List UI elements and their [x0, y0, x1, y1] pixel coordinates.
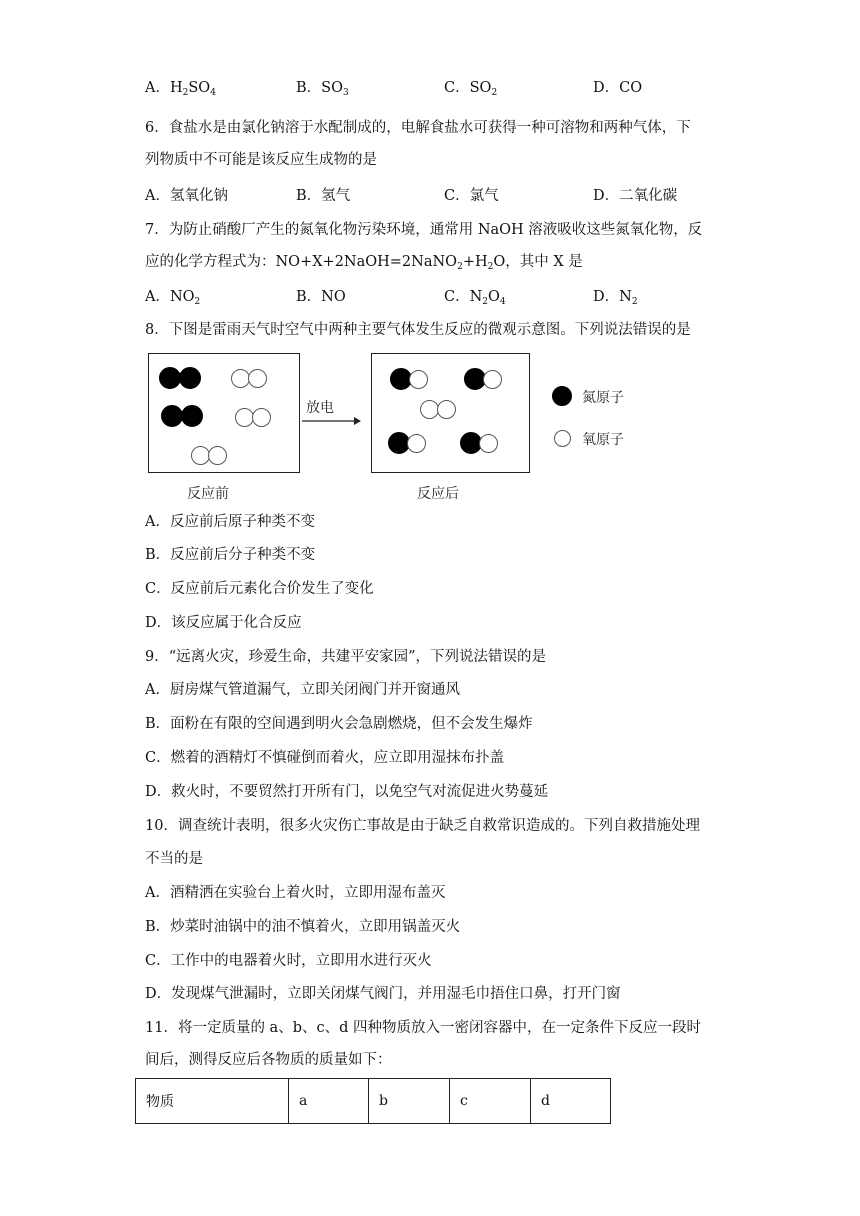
- q5-option-a: A．$H_2SO_4$: [145, 80, 216, 98]
- nitrogen-atom: [181, 405, 203, 427]
- q6-option-d: D．二氧化碳: [593, 188, 678, 204]
- q10-stem-line1: 10．调查统计表明，很多火灾伤亡事故是由于缺乏自救常识造成的。下列自救措施处理: [145, 818, 700, 834]
- q9-option-d: D．救火时，不要贸然打开所有门，以免空气对流促进火势蔓延: [145, 784, 549, 800]
- q8-option-d: D．该反应属于化合反应: [145, 615, 302, 631]
- q7-option-a: A．$NO_2$: [145, 289, 201, 307]
- q6-option-c: C．氯气: [444, 188, 499, 204]
- q9-stem: 9．“远离火灾，珍爱生命，共建平安家园”，下列说法错误的是: [145, 649, 547, 665]
- oxygen-atom: [437, 400, 456, 419]
- table-cell: c: [450, 1079, 531, 1124]
- table-cell: d: [531, 1079, 611, 1124]
- oxygen-atom: [407, 434, 426, 453]
- q7-option-c: C．$N_2O_4$: [444, 289, 506, 307]
- q7-option-d: D．$N_2$: [593, 289, 638, 307]
- q7-option-b: B．NO: [296, 289, 346, 305]
- q10-stem-line2: 不当的是: [145, 851, 203, 867]
- q8-option-c: C．反应前后元素化合价发生了变化: [145, 581, 374, 597]
- after-caption: 反应后: [417, 486, 459, 502]
- oxygen-atom: [409, 370, 428, 389]
- oxygen-legend-icon: [554, 430, 571, 447]
- oxygen-atom: [483, 370, 502, 389]
- q8-stem: 8．下图是雷雨天气时空气中两种主要气体发生反应的微观示意图。下列说法错误的是: [145, 322, 691, 338]
- q11-stem-line1: 11．将一定质量的 a、b、c、d 四种物质放入一密闭容器中，在一定条件下反应一段时: [145, 1020, 701, 1036]
- oxygen-atom: [252, 408, 271, 427]
- q9-option-a: A．厨房煤气管道漏气，立即关闭阀门并开窗通风: [145, 682, 460, 698]
- q6-stem-line1: 6．食盐水是由氯化钠溶于水配制成的，电解食盐水可获得一种可溶物和两种气体，下: [145, 120, 691, 136]
- q10-option-d: D．发现煤气泄漏时，立即关闭煤气阀门，并用湿毛巾捂住口鼻，打开门窗: [145, 986, 621, 1002]
- oxygen-atom: [479, 434, 498, 453]
- q5-option-c: C．$SO_2$: [444, 80, 498, 98]
- table-cell: 物质: [136, 1079, 289, 1124]
- nitrogen-atom: [179, 367, 201, 389]
- q9-option-b: B．面粉在有限的空间遇到明火会急剧燃烧，但不会发生爆炸: [145, 716, 533, 732]
- q6-option-b: B．氢气: [296, 188, 351, 204]
- q7-stem-line2: 应的化学方程式为：$NO+X+2NaOH=2NaNO_2+H_2O$，其中 X 是: [145, 254, 583, 272]
- q10-option-c: C．工作中的电器着火时，立即用水进行灭火: [145, 953, 432, 969]
- oxygen-atom: [248, 369, 267, 388]
- mass-table: [135, 1078, 611, 1124]
- q8-option-b: B．反应前后分子种类不变: [145, 547, 316, 563]
- legend-nitrogen-label: 氮原子: [582, 390, 624, 406]
- reaction-arrow-icon: [300, 414, 362, 428]
- q7-stem-line1: 7．为防止硝酸厂产生的氮氧化物污染环境，通常用 NaOH 溶液吸收这些氮氧化物，反: [145, 222, 703, 238]
- table-cell: a: [289, 1079, 369, 1124]
- q5-option-b: B．$SO_3$: [296, 80, 349, 98]
- legend-oxygen-label: 氧原子: [582, 432, 624, 448]
- arrow-label: 放电: [306, 400, 334, 416]
- q6-stem-line2: 列物质中不可能是该反应生成物的是: [145, 152, 377, 168]
- q9-option-c: C．燃着的酒精灯不慎碰倒而着火，应立即用湿抹布扑盖: [145, 750, 505, 766]
- nitrogen-legend-icon: [552, 386, 572, 406]
- before-box: [148, 353, 300, 473]
- table-cell: b: [369, 1079, 450, 1124]
- q5-option-d: D．CO: [593, 80, 643, 96]
- table-row: [136, 1079, 611, 1124]
- q10-option-a: A．酒精洒在实验台上着火时，立即用湿布盖灭: [145, 885, 446, 901]
- q6-option-a: A．氢氧化钠: [145, 188, 228, 204]
- nitrogen-atom: [161, 405, 183, 427]
- reaction-diagram: [145, 350, 745, 510]
- q11-stem-line2: 间后，测得反应后各物质的质量如下：: [145, 1052, 392, 1068]
- nitrogen-atom: [159, 367, 181, 389]
- after-box: [371, 353, 530, 473]
- q10-option-b: B．炒菜时油锅中的油不慎着火，立即用锅盖灭火: [145, 919, 461, 935]
- q8-option-a: A．反应前后原子种类不变: [145, 514, 315, 530]
- oxygen-atom: [208, 446, 227, 465]
- before-caption: 反应前: [187, 486, 229, 502]
